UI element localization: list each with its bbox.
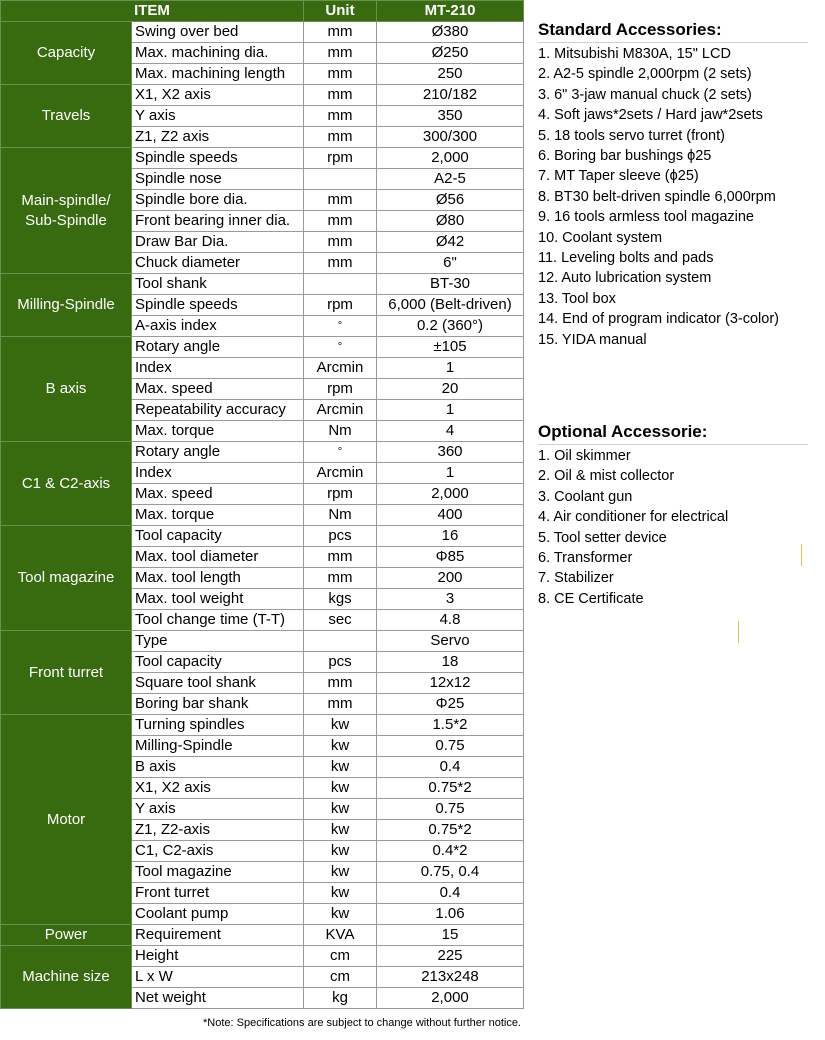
unit-cell: mm xyxy=(304,694,377,715)
item-cell: Max. tool diameter xyxy=(132,547,304,568)
item-cell: Tool capacity xyxy=(132,526,304,547)
group-label: Tool magazine xyxy=(1,526,132,631)
unit-cell: rpm xyxy=(304,295,377,316)
list-item: 1. Mitsubishi M830A, 15" LCD xyxy=(538,46,731,62)
item-cell: Z1, Z2 axis xyxy=(132,127,304,148)
footnote xyxy=(0,1017,523,1029)
unit-cell: mm xyxy=(304,85,377,106)
table-row xyxy=(1,442,524,463)
item-cell: Spindle speeds xyxy=(132,295,304,316)
optional-accessories-list xyxy=(538,446,808,609)
list-item: 3. 6" 3-jaw manual chuck (2 sets) xyxy=(538,86,752,103)
value-cell: 15 xyxy=(377,925,524,946)
unit-cell: ° xyxy=(304,337,377,358)
list-item: 1. Oil skimmer xyxy=(538,448,631,464)
value-cell: 0.4 xyxy=(377,757,524,778)
list-item: 5. 18 tools servo turret (front) xyxy=(538,127,725,144)
item-cell: B axis xyxy=(132,757,304,778)
unit-cell: mm xyxy=(304,253,377,274)
item-cell: Requirement xyxy=(132,925,304,946)
value-cell: 213x248 xyxy=(377,967,524,988)
unit-cell: kgs xyxy=(304,589,377,610)
value-cell: 4.8 xyxy=(377,610,524,631)
table-row xyxy=(1,631,524,652)
unit-cell: kw xyxy=(304,778,377,799)
unit-cell: KVA xyxy=(304,925,377,946)
value-cell: 1 xyxy=(377,358,524,379)
unit-cell: Nm xyxy=(304,505,377,526)
list-item: 7. Stabilizer xyxy=(538,570,614,587)
value-cell: 200 xyxy=(377,568,524,589)
list-item: 4. Soft jaws*2sets / Hard jaw*2sets xyxy=(538,107,763,124)
item-cell: Rotary angle xyxy=(132,337,304,358)
value-cell: 400 xyxy=(377,505,524,526)
list-item: 4. Air conditioner for electrical xyxy=(538,509,729,526)
unit-cell: cm xyxy=(304,967,377,988)
item-cell: A-axis index xyxy=(132,316,304,337)
item-cell: Square tool shank xyxy=(132,673,304,694)
item-cell: Tool capacity xyxy=(132,652,304,673)
unit-cell: Arcmin xyxy=(304,463,377,484)
item-cell: Tool magazine xyxy=(132,862,304,883)
item-cell: Tool shank xyxy=(132,274,304,295)
unit-cell: kw xyxy=(304,757,377,778)
value-cell: 18 xyxy=(377,652,524,673)
unit-cell: mm xyxy=(304,190,377,211)
value-cell: ±105 xyxy=(377,337,524,358)
item-cell: Spindle nose xyxy=(132,169,304,190)
list-item: 12. Auto lubrication system xyxy=(538,270,712,287)
list-item: 7. MT Taper sleeve (ϕ25) xyxy=(538,168,699,185)
list-item: 13. Tool box xyxy=(538,290,616,307)
group-label: Main-spindle/ Sub-Spindle xyxy=(1,148,132,274)
group-label: Motor xyxy=(1,715,132,925)
unit-cell: mm xyxy=(304,568,377,589)
group-label: Capacity xyxy=(1,22,132,85)
item-cell: Rotary angle xyxy=(132,442,304,463)
standard-accessories-list xyxy=(538,44,808,350)
list-item: 3. Coolant gun xyxy=(538,488,633,505)
unit-cell xyxy=(304,631,377,652)
item-cell: Repeatability accuracy xyxy=(132,400,304,421)
unit-cell: mm xyxy=(304,106,377,127)
item-cell: Net weight xyxy=(132,988,304,1009)
unit-cell: mm xyxy=(304,127,377,148)
unit-cell: Arcmin xyxy=(304,358,377,379)
list-item: 6. Transformer xyxy=(538,550,633,567)
value-cell: 300/300 xyxy=(377,127,524,148)
value-cell: 0.75, 0.4 xyxy=(377,862,524,883)
value-cell: 20 xyxy=(377,379,524,400)
group-label: C1 & C2-axis xyxy=(1,442,132,526)
value-cell: 250 xyxy=(377,64,524,85)
item-cell: Max. speed xyxy=(132,484,304,505)
unit-cell: cm xyxy=(304,946,377,967)
value-cell: 6" xyxy=(377,253,524,274)
item-cell: Index xyxy=(132,358,304,379)
table-row xyxy=(1,85,524,106)
value-cell: 0.75*2 xyxy=(377,820,524,841)
unit-cell: kw xyxy=(304,799,377,820)
unit-cell: kw xyxy=(304,820,377,841)
unit-cell: Nm xyxy=(304,421,377,442)
item-cell: Y axis xyxy=(132,799,304,820)
value-cell: Φ25 xyxy=(377,694,524,715)
list-item: 5. Tool setter device xyxy=(538,529,667,546)
value-cell: Ø380 xyxy=(377,22,524,43)
unit-cell xyxy=(304,274,377,295)
item-cell: Type xyxy=(132,631,304,652)
value-cell: A2-5 xyxy=(377,169,524,190)
item-cell: Max. speed xyxy=(132,379,304,400)
unit-cell: pcs xyxy=(304,652,377,673)
value-cell: BT-30 xyxy=(377,274,524,295)
item-cell: X1, X2 axis xyxy=(132,85,304,106)
item-cell: Turning spindles xyxy=(132,715,304,736)
item-cell: L x W xyxy=(132,967,304,988)
value-cell: 2,000 xyxy=(377,148,524,169)
note-text: *Note: Specifications are subject to change without further notice. xyxy=(203,1017,521,1029)
unit-cell: mm xyxy=(304,43,377,64)
value-cell: 16 xyxy=(377,526,524,547)
group-label: Front turret xyxy=(1,631,132,715)
table-header-row xyxy=(1,1,524,22)
value-cell: 3 xyxy=(377,589,524,610)
value-cell: 0.4*2 xyxy=(377,841,524,862)
value-cell: 0.75 xyxy=(377,736,524,757)
value-cell: 1.06 xyxy=(377,904,524,925)
item-cell: Max. tool length xyxy=(132,568,304,589)
item-cell: Boring bar shank xyxy=(132,694,304,715)
unit-cell: ° xyxy=(304,316,377,337)
list-item: 6. Boring bar bushings ϕ25 xyxy=(538,148,712,165)
value-cell: 0.4 xyxy=(377,883,524,904)
item-cell: Max. machining length xyxy=(132,64,304,85)
value-cell: 1 xyxy=(377,400,524,421)
list-item: 2. Oil & mist collector xyxy=(538,468,675,485)
unit-cell: mm xyxy=(304,232,377,253)
item-cell: Front bearing inner dia. xyxy=(132,211,304,232)
unit-cell: kw xyxy=(304,841,377,862)
value-cell: 0.75*2 xyxy=(377,778,524,799)
unit-cell: mm xyxy=(304,22,377,43)
value-cell: 360 xyxy=(377,442,524,463)
value-cell: 0.2 (360°) xyxy=(377,316,524,337)
value-cell: Ø42 xyxy=(377,232,524,253)
unit-cell: kg xyxy=(304,988,377,1009)
item-cell: Coolant pump xyxy=(132,904,304,925)
group-label: B axis xyxy=(1,337,132,442)
list-item: 9. 16 tools armless tool magazine xyxy=(538,209,754,226)
header-item: ITEM xyxy=(1,1,304,22)
unit-cell: mm xyxy=(304,547,377,568)
item-cell: Milling-Spindle xyxy=(132,736,304,757)
item-cell: X1, X2 axis xyxy=(132,778,304,799)
value-cell: 2,000 xyxy=(377,484,524,505)
item-cell: Y axis xyxy=(132,106,304,127)
header-model: MT-210 xyxy=(377,1,524,22)
divider-mark xyxy=(738,621,739,643)
standard-accessories-panel xyxy=(538,19,808,350)
value-cell: 350 xyxy=(377,106,524,127)
item-cell: Index xyxy=(132,463,304,484)
table-row xyxy=(1,274,524,295)
header-unit: Unit xyxy=(304,1,377,22)
value-cell: 4 xyxy=(377,421,524,442)
table-row xyxy=(1,715,524,736)
unit-cell: mm xyxy=(304,673,377,694)
unit-cell: rpm xyxy=(304,379,377,400)
table-row xyxy=(1,22,524,43)
unit-cell: kw xyxy=(304,736,377,757)
item-cell: Draw Bar Dia. xyxy=(132,232,304,253)
item-cell: Spindle speeds xyxy=(132,148,304,169)
unit-cell: rpm xyxy=(304,148,377,169)
unit-cell: sec xyxy=(304,610,377,631)
group-label: Machine size xyxy=(1,946,132,1009)
item-cell: Spindle bore dia. xyxy=(132,190,304,211)
value-cell: 2,000 xyxy=(377,988,524,1009)
value-cell: 0.75 xyxy=(377,799,524,820)
unit-cell: kw xyxy=(304,883,377,904)
value-cell: Servo xyxy=(377,631,524,652)
value-cell: 210/182 xyxy=(377,85,524,106)
table-row xyxy=(1,526,524,547)
item-cell: Chuck diameter xyxy=(132,253,304,274)
table-row xyxy=(1,925,524,946)
table-row xyxy=(1,148,524,169)
group-label: Power xyxy=(1,925,132,946)
divider-mark xyxy=(801,544,802,566)
item-cell: Max. torque xyxy=(132,505,304,526)
group-label: Travels xyxy=(1,85,132,148)
list-item: 2. A2-5 spindle 2,000rpm (2 sets) xyxy=(538,66,752,83)
standard-accessories-title: Standard Accessories: xyxy=(538,19,808,43)
group-label: Milling-Spindle xyxy=(1,274,132,337)
list-item: 15. YIDA manual xyxy=(538,331,647,348)
list-item: 8. BT30 belt-driven spindle 6,000rpm xyxy=(538,188,776,205)
item-cell: C1, C2-axis xyxy=(132,841,304,862)
list-item: 10. Coolant system xyxy=(538,229,663,246)
unit-cell: Arcmin xyxy=(304,400,377,421)
table-row xyxy=(1,337,524,358)
list-item: 8. CE Certificate xyxy=(538,590,644,607)
unit-cell: ° xyxy=(304,442,377,463)
value-cell: Ø56 xyxy=(377,190,524,211)
item-cell: Max. machining dia. xyxy=(132,43,304,64)
unit-cell: pcs xyxy=(304,526,377,547)
optional-accessories-panel xyxy=(538,421,808,609)
item-cell: Max. tool weight xyxy=(132,589,304,610)
value-cell: 1 xyxy=(377,463,524,484)
item-cell: Z1, Z2-axis xyxy=(132,820,304,841)
unit-cell: kw xyxy=(304,904,377,925)
unit-cell: kw xyxy=(304,862,377,883)
item-cell: Height xyxy=(132,946,304,967)
unit-cell: mm xyxy=(304,64,377,85)
value-cell: Ø80 xyxy=(377,211,524,232)
optional-accessories-title: Optional Accessorie: xyxy=(538,421,808,445)
table-row xyxy=(1,946,524,967)
value-cell: 225 xyxy=(377,946,524,967)
value-cell: Φ85 xyxy=(377,547,524,568)
value-cell: 6,000 (Belt-driven) xyxy=(377,295,524,316)
item-cell: Tool change time (T-T) xyxy=(132,610,304,631)
list-item: 14. End of program indicator (3-color) xyxy=(538,311,779,328)
value-cell: Ø250 xyxy=(377,43,524,64)
item-cell: Swing over bed xyxy=(132,22,304,43)
item-cell: Max. torque xyxy=(132,421,304,442)
unit-cell: mm xyxy=(304,211,377,232)
value-cell: 1.5*2 xyxy=(377,715,524,736)
unit-cell xyxy=(304,169,377,190)
unit-cell: rpm xyxy=(304,484,377,505)
item-cell: Front turret xyxy=(132,883,304,904)
unit-cell: kw xyxy=(304,715,377,736)
value-cell: 12x12 xyxy=(377,673,524,694)
list-item: 11. Leveling bolts and pads xyxy=(538,250,714,267)
